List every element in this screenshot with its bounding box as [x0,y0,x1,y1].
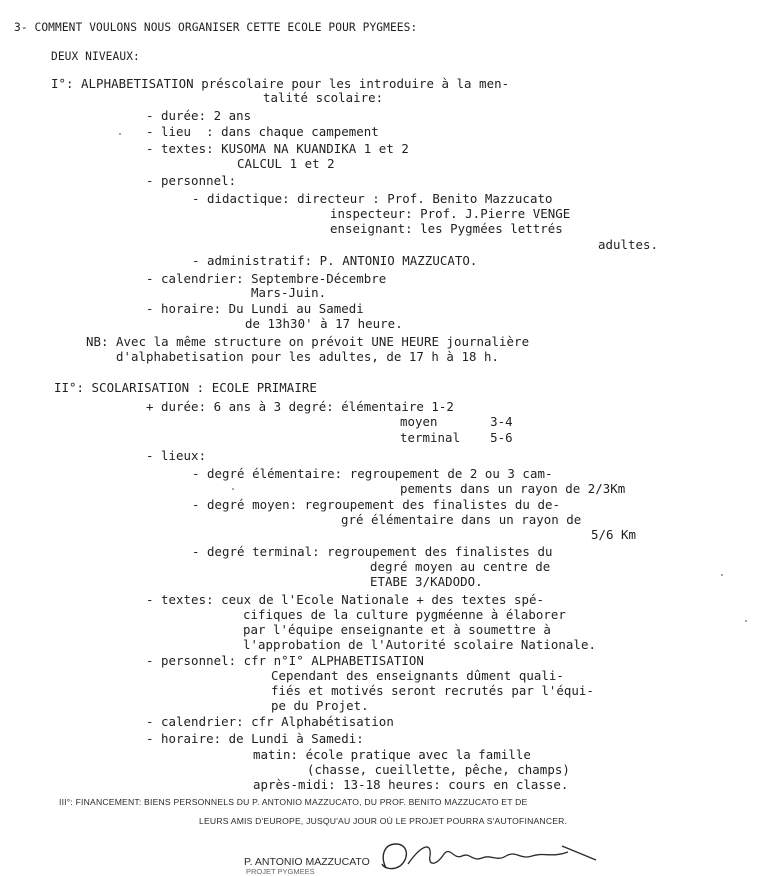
alpha-duree: - durée: 2 ans [146,108,252,123]
scol-duree-moyen: moyen 3-4 [400,414,513,429]
scol-textes-3: par l'équipe enseignante et à soumettre à [243,622,551,637]
alpha-nb-cont: d'alphabetisation pour les adultes, de 17 h à 18 h. [116,349,499,364]
scol-elementaire-cont: pements dans un rayon de 2/3Km [400,481,626,496]
scol-moyen-cont: gré élémentaire dans un rayon de [341,512,582,527]
alpha-title: I°: ALPHABETISATION préscolaire pour les introduire à la men- [51,76,510,91]
scol-moyen-km: 5/6 Km [591,527,637,542]
scol-terminal: - degré terminal: regroupement des finalistes du [192,544,553,559]
alpha-lieu: - lieu : dans chaque campement [146,124,379,139]
scol-personnel-3: fiés et motivés seront recrutés par l'équi- [271,683,594,698]
alpha-horaire: - horaire: Du Lundi au Samedi [146,301,364,316]
section-heading: 3- COMMENT VOULONS NOUS ORGANISER CETTE ECOLE POUR PYGMEES: [14,21,418,34]
scol-calendrier: - calendrier: cfr Alphabétisation [146,714,394,729]
scol-terminal-place: ETABE 3/KADODO. [370,574,483,589]
scol-horaire-activites: (chasse, cueillette, pêche, champs) [307,762,570,777]
alpha-didactique-4: adultes. [598,237,659,252]
scol-personnel: - personnel: cfr n°I° ALPHABETISATION [146,653,424,668]
scan-speck [721,574,723,576]
alpha-didactique-1: - didactique: directeur : Prof. Benito Mazzucato [192,191,553,206]
scol-duree-terminal: terminal 5-6 [400,430,513,445]
financement-line-2: LEURS AMIS D'EUROPE, JUSQU'AU JOUR OÙ LE PROJET POURRA S'AUTOFINANCER. [199,816,568,826]
alpha-textes: - textes: KUSOMA NA KUANDIKA 1 et 2 [146,141,409,156]
alpha-textes-cont: CALCUL 1 et 2 [237,156,335,171]
alpha-nb: NB: Avec la même structure on prévoit UNE HEURE journalière [86,334,530,349]
deux-niveaux-label: DEUX NIVEAUX: [51,50,140,63]
scol-title: II°: SCOLARISATION : ECOLE PRIMAIRE [54,380,317,395]
scan-speck [232,488,234,490]
alpha-didactique-2: inspecteur: Prof. J.Pierre VENGE [330,206,571,221]
scol-terminal-cont: degré moyen au centre de [370,559,551,574]
alpha-administratif: - administratif: P. ANTONIO MAZZUCATO. [192,253,478,268]
alpha-horaire-cont: de 13h30' à 17 heure. [245,316,403,331]
scol-horaire-matin: matin: école pratique avec la famille [253,747,531,762]
stamp-name: P. ANTONIO MAZZUCATO [244,856,370,868]
handwritten-signature [372,838,602,874]
scol-lieux: - lieux: [146,448,207,463]
scol-personnel-2: Cependant des enseignants dûment quali- [271,668,564,683]
alpha-personnel: - personnel: [146,173,237,188]
scol-personnel-4: pe du Projet. [271,698,369,713]
alpha-didactique-3: enseignant: les Pygmées lettrés [330,221,563,236]
scol-textes: - textes: ceux de l'Ecole Nationale + des textes spé- [146,592,545,607]
alpha-title-cont: talité scolaire: [263,90,384,105]
scan-speck [119,133,121,135]
scan-speck [745,620,747,622]
scol-elementaire: - degré élémentaire: regroupement de 2 ou 3 cam- [192,466,553,481]
scol-horaire: - horaire: de Lundi à Samedi: [146,731,364,746]
scol-textes-2: cifiques de la culture pygméenne à élaborer [243,607,566,622]
scol-horaire-apres-midi: après-midi: 13-18 heures: cours en classe. [253,777,569,792]
financement-line-1: III°: FINANCEMENT: BIENS PERSONNELS DU P. ANTONIO MAZZUCATO, DU PROF. BENITO MAZZUCATO ET DE [59,797,528,807]
stamp-subtitle: PROJET PYGMEES [246,867,315,876]
scol-textes-4: l'approbation de l'Autorité scolaire Nationale. [243,637,596,652]
alpha-calendrier: - calendrier: Septembre-Décembre [146,271,387,286]
scol-moyen: - degré moyen: regroupement des finalistes du de- [192,497,560,512]
scol-duree: + durée: 6 ans à 3 degré: élémentaire 1-2 [146,399,454,414]
alpha-calendrier-cont: Mars-Juin. [251,285,327,300]
